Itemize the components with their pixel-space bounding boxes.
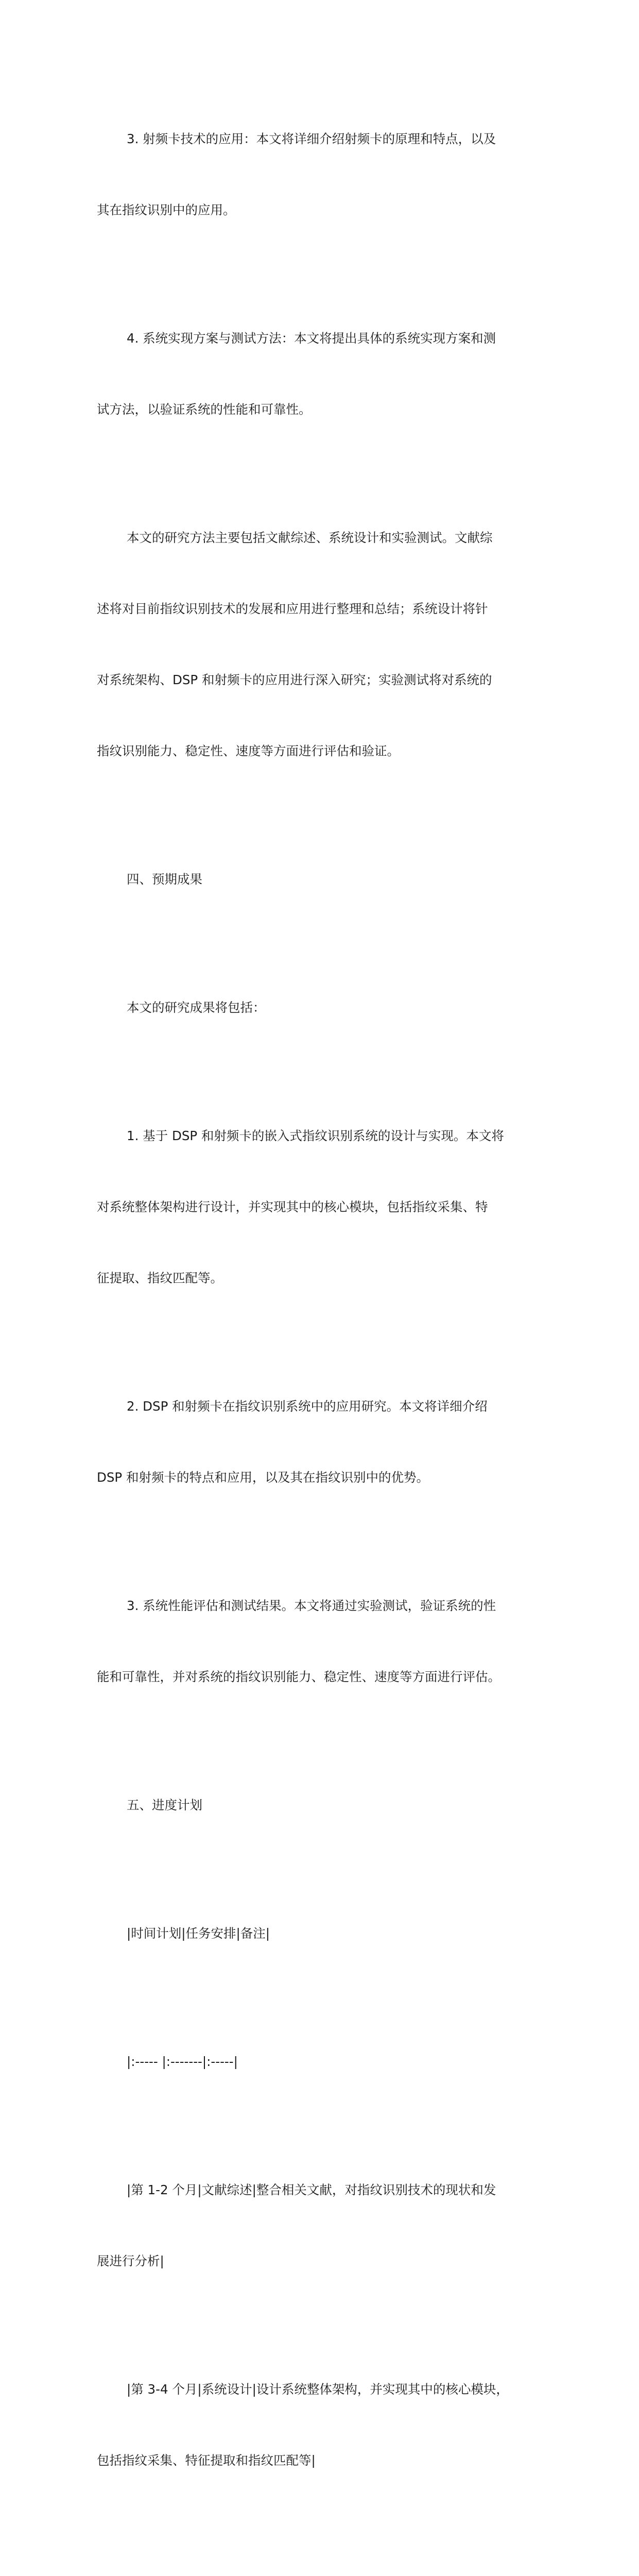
paragraph-rfid-application	[97, 80, 560, 269]
schedule-table-row	[97, 2330, 560, 2520]
text-line: 本文的研究成果将包括：	[127, 1000, 266, 1015]
text-line: |第 3-4 个月|系统设计|设计系统整体架构，并实现其中的核心模块，	[127, 2382, 509, 2397]
paragraph-result-1	[97, 1077, 560, 1337]
paragraph-research-method	[97, 479, 560, 810]
paragraph-implementation-testing	[97, 279, 560, 469]
text-line: 述将对目前指纹识别技术的发展和应用进行整理和总结；系统设计将针	[97, 601, 488, 616]
schedule-table-row	[97, 2131, 560, 2320]
text-line: 3. 射频卡技术的应用：本文将详细介绍射频卡的原理和特点，以及	[127, 131, 496, 146]
document-body	[97, 80, 560, 2576]
text-line: 其在指纹识别中的应用。	[97, 202, 236, 217]
schedule-table-separator	[97, 2003, 560, 2121]
text-line: 能和可靠性，并对系统的指纹识别能力、稳定性、速度等方面进行评估。	[97, 1669, 500, 1684]
text-line: 展进行分析|	[97, 2253, 164, 2268]
text-line: 本文的研究方法主要包括文献综述、系统设计和实验测试。文献综	[127, 530, 493, 545]
paragraph-results-intro	[97, 948, 560, 1067]
text-line: 1. 基于 DSP 和射频卡的嵌入式指纹识别系统的设计与实现。本文将	[127, 1128, 504, 1143]
schedule-table-header	[97, 1874, 560, 1993]
text-line: 3. 系统性能评估和测试结果。本文将通过实验测试，验证系统的性	[127, 1598, 496, 1613]
paragraph-result-2	[97, 1347, 560, 1537]
paragraph-result-3	[97, 1547, 560, 1736]
text-line: 指纹识别能力、稳定性、速度等方面进行评估和验证。	[97, 743, 400, 758]
text-line: 对系统架构、DSP 和射频卡的应用进行深入研究；实验测试将对系统的	[97, 672, 492, 687]
schedule-table-row	[97, 2530, 560, 2576]
text-line: |第 1-2 个月|文献综述|整合相关文献，对指纹识别技术的现状和发	[127, 2182, 496, 2197]
text-line: 五、进度计划	[127, 1798, 202, 1812]
text-line: 征提取、指纹匹配等。	[97, 1270, 223, 1285]
text-line: 2. DSP 和射频卡在指纹识别系统中的应用研究。本文将详细介绍	[127, 1399, 488, 1414]
text-line: |:----- |:-------|:-----|	[127, 2054, 238, 2069]
section-heading-expected-results	[97, 820, 560, 939]
text-line: 对系统整体架构进行设计，并实现其中的核心模块，包括指纹采集、特	[97, 1199, 488, 1214]
text-line: 试方法，以验证系统的性能和可靠性。	[97, 402, 312, 417]
text-line: |时间计划|任务安排|备注|	[127, 1926, 270, 1941]
text-line: 包括指纹采集、特征提取和指纹匹配等|	[97, 2453, 316, 2468]
text-line: 4. 系统实现方案与测试方法：本文将提出具体的系统实现方案和测	[127, 331, 496, 346]
text-line: 四、预期成果	[127, 872, 202, 887]
section-heading-schedule	[97, 1746, 560, 1865]
text-line: DSP 和射频卡的特点和应用，以及其在指纹识别中的优势。	[97, 1470, 429, 1485]
